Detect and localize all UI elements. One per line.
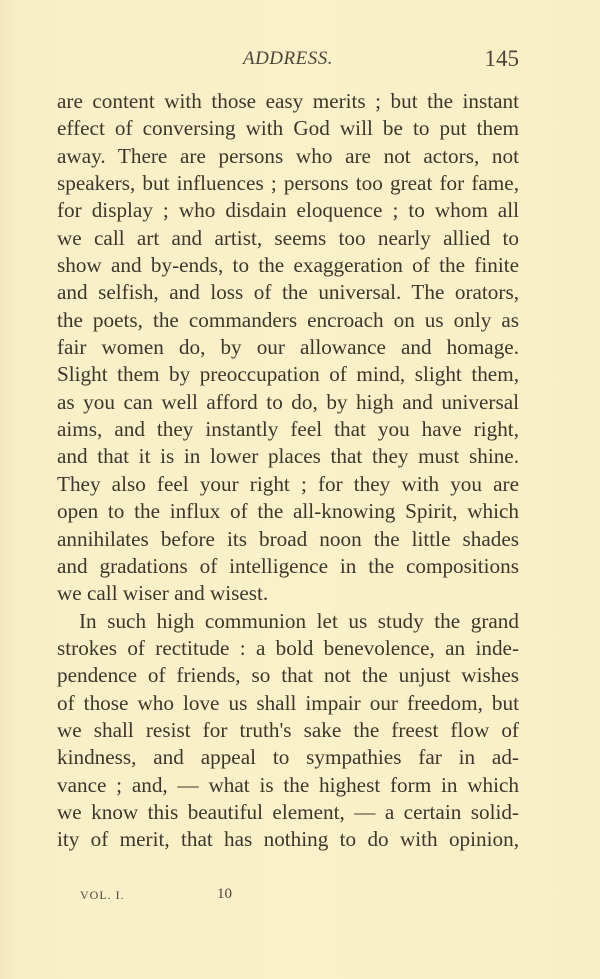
text-line: of those who love us shall impair our freedom, but <box>57 690 519 715</box>
text-line: effect of conversing with God will be to put them <box>57 116 519 141</box>
text-line: away. There are persons who are not actors, not <box>57 143 519 168</box>
text-line: we call art and artist, seems too nearly allied to <box>57 225 519 250</box>
text-line: annihilates before its broad noon the little shades <box>57 526 519 551</box>
text-line-paragraph-start: In such high communion let us study the grand <box>79 608 519 633</box>
text-line: and selfish, and loss of the universal. The orators, <box>57 280 519 305</box>
text-line: and gradations of intelligence in the compositions <box>57 553 519 578</box>
text-line-paragraph-end: we call wiser and wisest. <box>57 581 269 606</box>
text-line: are content with those easy merits ; but the instant <box>57 89 519 113</box>
text-line: strokes of rectitude : a bold benevolence, an inde- <box>57 635 519 660</box>
text-line: pendence of friends, so that not the unjust wishes <box>57 663 519 688</box>
text-line: Slight them by preoccupation of mind, slight them, <box>57 362 519 387</box>
body-text <box>57 88 519 854</box>
text-line: ity of merit, that has nothing to do with opinion, <box>57 827 519 852</box>
text-line: kindness, and appeal to sympathies far in ad- <box>57 745 519 770</box>
text-line: aims, and they instantly feel that you have right, <box>57 417 519 442</box>
page-footer <box>80 888 330 910</box>
text-line: we shall resist for truth's sake the freest flow of <box>57 717 519 742</box>
text-line: They also feel your right ; for they with you are <box>57 471 519 496</box>
text-line: speakers, but influences ; persons too great for fame, <box>57 171 519 196</box>
text-line: vance ; and, — what is the highest form in which <box>57 772 519 797</box>
running-head <box>57 46 519 76</box>
text-line: we know this beautiful element, — a certain solid- <box>57 799 519 824</box>
text-line: the poets, the commanders encroach on us only as <box>57 307 519 332</box>
page-number: 145 <box>484 46 519 71</box>
text-line: for display ; who disdain eloquence ; to whom all <box>57 198 519 223</box>
running-title: ADDRESS. <box>242 48 333 69</box>
volume-signature: VOL. I. <box>80 888 125 902</box>
signature-number: 10 <box>217 886 232 902</box>
text-line: open to the influx of the all-knowing Spirit, which <box>57 499 519 524</box>
text-line: fair women do, by our allowance and homage. <box>57 335 519 360</box>
text-line: show and by-ends, to the exaggeration of the finite <box>57 253 519 278</box>
text-line: and that it is in lower places that they must shine. <box>57 444 519 469</box>
text-line: as you can well afford to do, by high and universal <box>57 389 519 414</box>
